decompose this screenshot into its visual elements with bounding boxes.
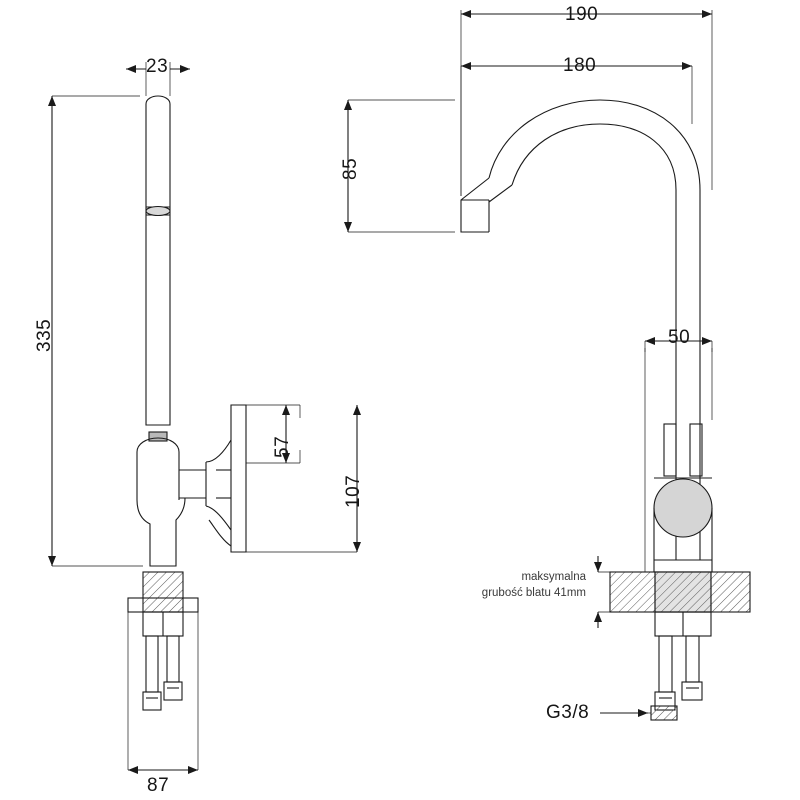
worktop-note-line2: grubość blatu 41mm bbox=[481, 587, 586, 599]
dimension-label-23: 23 bbox=[146, 56, 169, 77]
dimension-label-50: 50 bbox=[668, 327, 691, 348]
dimension-label-85: 85 bbox=[340, 157, 361, 180]
dimension-label-g38: G3/8 bbox=[546, 702, 590, 723]
front-view-geometry bbox=[52, 62, 357, 770]
front-view-dimension-lines bbox=[52, 69, 357, 770]
dimension-label-190: 190 bbox=[565, 4, 599, 25]
dimension-label-335: 335 bbox=[34, 318, 55, 352]
dimension-label-107: 107 bbox=[343, 474, 364, 508]
dimension-label-57: 57 bbox=[272, 435, 293, 458]
dimension-label-180: 180 bbox=[563, 55, 597, 76]
side-view-geometry bbox=[348, 10, 750, 720]
dimension-label-87: 87 bbox=[147, 775, 170, 796]
worktop-note-line1: maksymalna bbox=[521, 571, 586, 583]
